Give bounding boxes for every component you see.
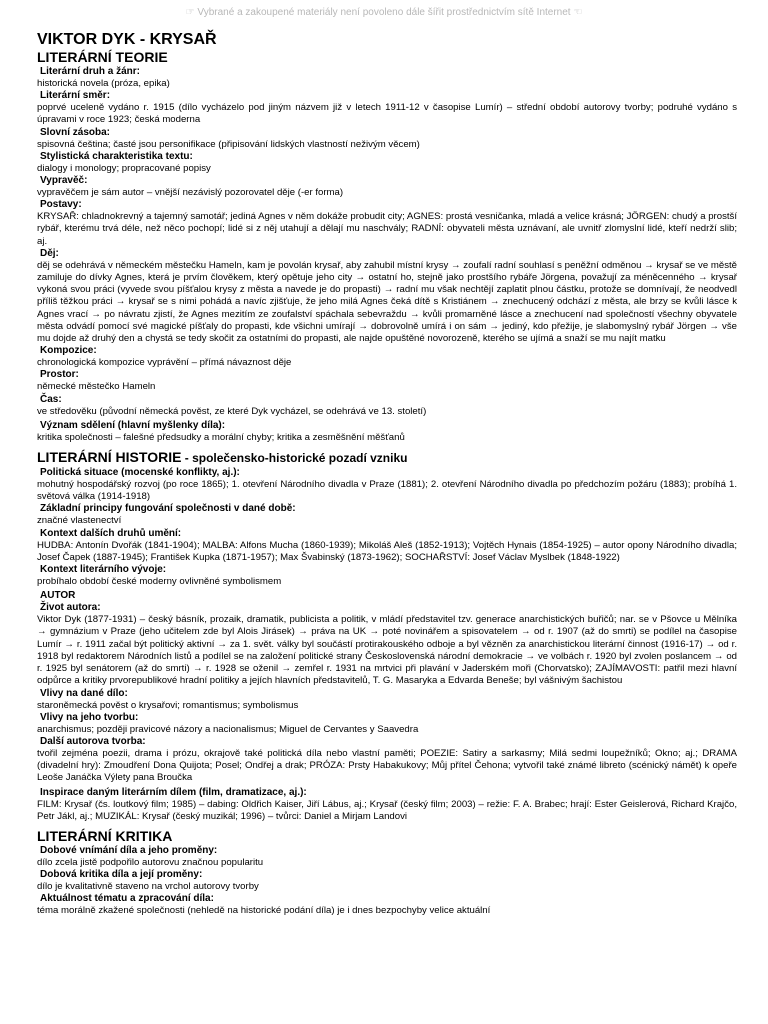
item-label-style: Stylistická charakteristika textu: [40, 150, 193, 162]
theory-section [37, 49, 737, 444]
item-label-time: Čas: [40, 393, 62, 405]
history-section [37, 449, 737, 588]
theory-items [37, 66, 737, 444]
item-text-politics: mohutný hospodářský rozvoj (po roce 1865); 1. otevření Národního divadla v Praze (1881); 2. otevření Národního divadla po předchozím požáru (1883); probíhá 1. světová válka (1914-1918) [37, 479, 737, 503]
document-content [37, 31, 737, 918]
watermark: ☞ Vybrané a zakoupené materiály není povoleno dále šířit prostřednictvím sítě Internet ☜ [185, 7, 583, 18]
item-label-literary-context: Kontext literárního vývoje: [40, 564, 167, 576]
item-label-narrator: Vypravěč: [40, 175, 88, 187]
item-label-reception: Dobové vnímání díla a jeho proměny: [40, 844, 218, 856]
history-heading-main: LITERÁRNÍ HISTORIE [37, 449, 182, 466]
theory-heading: LITERÁRNÍ TEORIE [37, 49, 168, 65]
item-text-influences-work: staroněmecká pověst o krysařovi; romantismus; symbolismus [37, 699, 299, 711]
item-text-critique: dílo je kvalitativně staveno na vrchol autorovy tvorby [37, 881, 259, 893]
item-text-style: dialogy i monology; propracované popisy [37, 162, 211, 174]
item-text-reception: dílo zcela jistě podpořilo autorovu značnou popularitu [37, 856, 264, 868]
item-label-relevance: Aktuálnost tématu a zpracování díla: [40, 893, 214, 905]
item-label-arts: Kontext dalších druhů umění: [40, 527, 182, 539]
item-text-arts: HUDBA: Antonín Dvořák (1841-1904); MALBA: Alfons Mucha (1860-1939); Mikoláš Aleš (1852-1913); Vojtěch Hynais (1854-1925) – autor opony Národního divadla; Josef Čapek (1887-1945); František Kupka (1871-1957); Max Švabinský (1873-1962); SOCHAŘSTVÍ: Josef Václav Myslbek (1848-1922) [37, 539, 737, 563]
item-text-plot: děj se odehrává v německém městečku Hameln, kam je povolán krysař, aby zahubil místní krysy → zoufalí radní souhlasí s peněžní odměnou → krysař se ve městě zamiluje do dívky Agnes, která je prvím člověkem, který opětuje jeho city → ostatní ho, stejně jako prostšího rybáře Jörgena, považují za méněcenného → krysař vykoná svou práci (vyvede svou píšťalou krysy z města a navede je do propasti) → radní mu však nechtějí zaplatit plnou částku, protože se domnívají, že neodvedl příliš těžkou práci → krysař se s nimi pohádá a navíc zjišťuje, že jeho milá Agnes čeká dítě s Kristiánem → znechucený odchází z města, ale brzy se kvůli lásce k Agnes vrací → po návratu zjistí, že Agnes mezitím ze zoufalství spáchala sebevraždu → kvůli promarněné lásce a znechucení nad společností všechny obyvatele města odvádí pomocí své magické píšťaly do propasti, kde všichni umírají → dobrovolně umírá i on sám → jediný, kdo přežije, je slabomyslný rybář Jörgen → vše mu dojde až druhý den a chystá se tedy skočit za ostatními do propasti, ale najde opuštěné novorozeně, kterého se ujímá a snaží se mu najít matku [37, 259, 737, 345]
item-label-vocabulary: Slovní zásoba: [40, 126, 111, 138]
item-label-plot: Děj: [40, 247, 59, 259]
item-label-genre: Literární druh a žánr: [40, 66, 141, 77]
item-label-composition: Kompozice: [40, 345, 97, 357]
item-text-influences-author: anarchismus; později pravicové názory a nacionalismus; Miguel de Cervantes y Saavedra [37, 723, 419, 735]
item-text-literary-context: probíhalo období české moderny ovlivněné symbolismem [37, 576, 282, 588]
item-label-adaptations: Inspirace daným literárním dílem (film, dramatizace, aj.): [40, 786, 307, 798]
criticism-heading: LITERÁRNÍ KRITIKA [37, 827, 173, 844]
item-text-life: Viktor Dyk (1877-1931) – český básník, prozaik, dramatik, publicista a politik, v mládí představitel tzv. generace anarchistických buřičů; nar. se v Pšovce u Mělníka → gymnázium v Praze (jeho učitelem zde byl Alois Jirásek) → práva na UK → poté novinářem a spisovatelem → od r. 1907 (až do smrti) se podílel na časopise Lumír → r. 1911 začal být politický aktivní → za 1. svět. války byl součástí protirakouského odboje a byl vězněn za anarchistickou literární činnost (1916-17) → od r. 1918 byl redaktorem Národních listů a podílel se na založení politické strany Československá národní demokracie → ve volbách r. 1920 byl zvolen poslancem → od r. 1925 byl senátorem (až do smrti) → r. 1928 se oženil → zemřel r. 1931 na mrtvici při plavání v Jaderském moři (Chorvatsko); ZAJÍMAVOSTI: patřil mezi hlavní odpůrce a kritiky prvorepublikové hradní politiky a jejích hlavních představitelů, T. G. Masaryka a Edvarda Beneše; byl vášnivým šachistou [37, 614, 737, 687]
item-text-movement: poprvé uceleně vydáno r. 1915 (dílo vycházelo pod jiným názvem již v letech 1911-12 v časopise Lumír) – střední období autorovy tvorby; podruhé vydáno s úpravami v roce 1923; česká moderna [37, 102, 737, 126]
history-heading [37, 449, 737, 467]
item-text-composition: chronologická kompozice vyprávění – přímá návaznost děje [37, 357, 292, 369]
item-label-meaning: Význam sdělení (hlavní myšlenky díla): [40, 419, 226, 431]
item-text-meaning: kritika společnosti – falešné předsudky a morální chyby; kritika a zesměšnění měšťanů [37, 431, 405, 443]
item-text-characters: KRYSAŘ: chladnokrevný a tajemný samotář; jediná Agnes v něm dokáže probudit city; AGNES: prostá vesničanka, mladá a velice krásná; JÖRGEN: chudý a prostší rybář, kterému trvá déle, než něco pochopí; lidé si z něj utahují a dělají mu naschvály; RADNÍ: obyvateli města uznávaní, ale uvnitř zlomyslní lidé, kteří nedrží slib; aj. [37, 211, 737, 247]
item-text-genre: historická novela (próza, epika) [37, 78, 170, 89]
item-text-time: ve středověku (původní německá pověst, ze které Dyk vycházel, se odehrává ve 13. století) [37, 405, 427, 417]
item-label-space: Prostor: [40, 369, 79, 381]
item-label-life: Život autora: [40, 602, 101, 614]
history-heading-sub: - společensko-historické pozadí vzniku [181, 451, 408, 466]
item-label-influences-work: Vlivy na dané dílo: [40, 687, 128, 699]
item-label-other-works: Další autorova tvorba: [40, 735, 146, 747]
item-label-politics: Politická situace (mocenské konflikty, aj.): [40, 467, 240, 479]
item-label-society: Základní principy fungování společnosti v dané době: [40, 503, 296, 515]
criticism-section [37, 828, 737, 918]
item-text-space: německé městečko Hameln [37, 381, 156, 393]
item-label-characters: Postavy: [40, 199, 82, 211]
item-text-society: značné vlastenectví [37, 515, 122, 527]
item-text-vocabulary: spisovná čeština; časté jsou personifikace (připisování lidských vlastností neživým věcem) [37, 138, 420, 150]
item-label-influences-author: Vlivy na jeho tvorbu: [40, 711, 139, 723]
item-label-critique: Dobová kritika díla a její proměny: [40, 869, 203, 881]
author-heading: AUTOR [40, 590, 76, 602]
author-section [37, 590, 737, 823]
item-text-adaptations: FILM: Krysař (čs. loutkový film; 1985) – dabing: Oldřich Kaiser, Jiří Lábus, aj.; Krysař (český film; 2003) – režie: F. A. Brabec; hrají: Ester Geislerová, Richard Krajčo, Petr Jákl, aj.; MUZIKÁL: Krysař (český muzikál; 1996) – tvůrci: Daniel a Mirjam Landovi [37, 798, 737, 822]
document-title: VIKTOR DYK - KRYSAŘ [37, 31, 217, 48]
item-text-relevance: téma morálně zkažené společnosti (nehledě na historické podání díla) je i dnes bezpochyby velice aktuální [37, 905, 491, 917]
item-text-narrator: vypravěčem je sám autor – vnější nezávislý pozorovatel děje (-er forma) [37, 187, 344, 199]
item-label-movement: Literární směr: [40, 90, 111, 102]
item-text-other-works: tvořil zejména poezii, drama i prózu, okrajově také politická díla nebo vlastní paměti; POEZIE: Satiry a sarkasmy; Milá sedmi loupežníků; Okno; aj.; DRAMA (divadelní hry): Zmoudření Dona Quijota; Posel; Ondřej a drak; PRÓZA: Prsty Habakukovy; Můj přítel Čehona; vytvořil také známé libreto (scénický námět) k opeře Leoše Janáčka Výlety pana Broučka [37, 747, 737, 784]
